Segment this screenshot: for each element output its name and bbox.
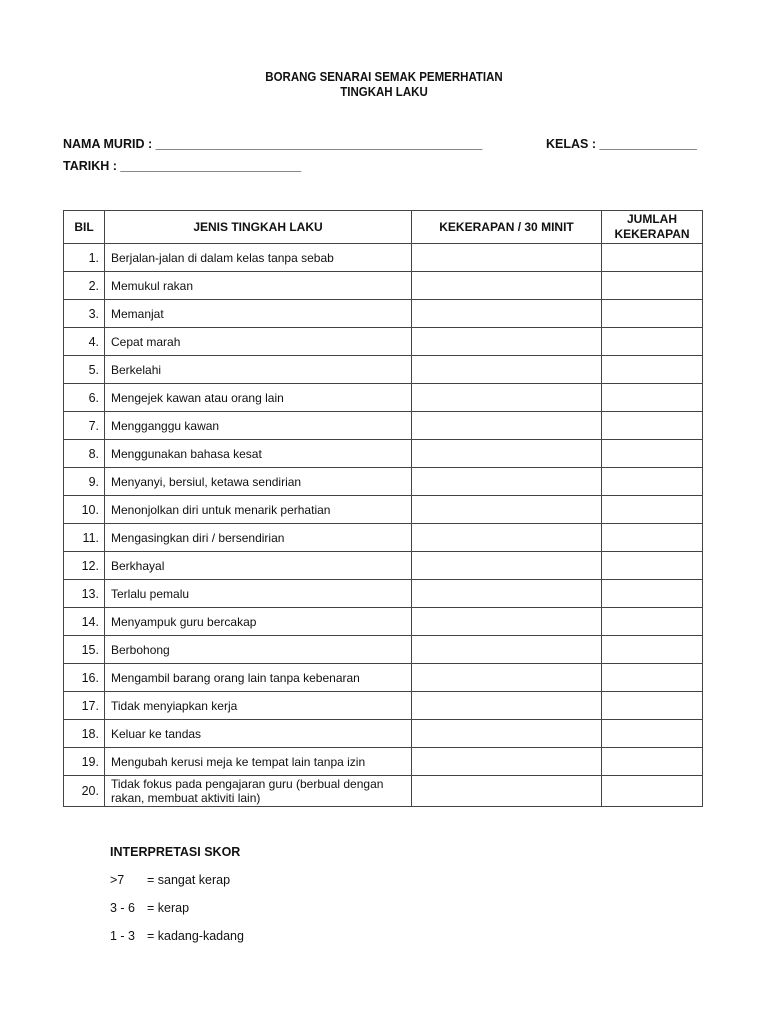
jumlah-kekerapan-cell[interactable] [602,300,703,328]
kekerapan-cell[interactable] [412,608,602,636]
jumlah-kekerapan-cell[interactable] [602,776,703,807]
behaviour-item: Keluar ke tandas [105,720,412,748]
header-jumlah-line1: JUMLAH [627,212,677,226]
jumlah-kekerapan-cell[interactable] [602,468,703,496]
jumlah-kekerapan-cell[interactable] [602,664,703,692]
nama-murid-field[interactable] [63,137,482,152]
score-meaning: = sangat kerap [147,873,231,887]
table-row [64,300,703,328]
row-number: 15. [64,636,105,664]
row-number: 6. [64,384,105,412]
row-number: 4. [64,328,105,356]
interpretation-row [110,901,244,929]
jumlah-kekerapan-cell[interactable] [602,748,703,776]
row-number: 20. [64,776,105,807]
nama-murid-blank[interactable]: _______________________________________________ [155,137,483,151]
header-jumlah-kekerapan [602,211,703,244]
behaviour-item: Menonjolkan diri untuk menarik perhatian [105,496,412,524]
row-number: 18. [64,720,105,748]
behaviour-item: Menyanyi, bersiul, ketawa sendirian [105,468,412,496]
jumlah-kekerapan-cell[interactable] [602,636,703,664]
interpretation-title: INTERPRETASI SKOR [110,845,241,859]
interpretation-row [110,873,244,901]
kekerapan-cell[interactable] [412,692,602,720]
behaviour-item: Mengejek kawan atau orang lain [105,384,412,412]
row-number: 12. [64,552,105,580]
jumlah-kekerapan-cell[interactable] [602,580,703,608]
jumlah-kekerapan-cell[interactable] [602,608,703,636]
kekerapan-cell[interactable] [412,328,602,356]
jumlah-kekerapan-cell[interactable] [602,384,703,412]
kekerapan-cell[interactable] [412,300,602,328]
table-row [64,580,703,608]
score-interpretation [110,845,244,957]
kekerapan-cell[interactable] [412,384,602,412]
row-number: 11. [64,524,105,552]
row-number: 19. [64,748,105,776]
kekerapan-cell[interactable] [412,468,602,496]
form-title-line-2: TINGKAH LAKU [340,85,428,99]
table-row [64,384,703,412]
table-row [64,356,703,384]
table-row [64,412,703,440]
table-row [64,524,703,552]
nama-murid-label: NAMA MURID : [63,137,153,151]
kekerapan-cell[interactable] [412,720,602,748]
kekerapan-cell[interactable] [412,412,602,440]
jumlah-kekerapan-cell[interactable] [602,244,703,272]
row-number: 5. [64,356,105,384]
score-range: 3 - 6 [110,901,136,915]
jumlah-kekerapan-cell[interactable] [602,552,703,580]
table-row [64,328,703,356]
table-row [64,692,703,720]
row-number: 7. [64,412,105,440]
row-number: 8. [64,440,105,468]
kekerapan-cell[interactable] [412,776,602,807]
behaviour-item: Berbohong [105,636,412,664]
row-number: 16. [64,664,105,692]
table-row [64,552,703,580]
header-kekerapan: KEKERAPAN / 30 MINIT [412,211,602,244]
table-header-row [64,211,703,244]
tarikh-field[interactable] [63,159,301,174]
behaviour-item: Tidak menyiapkan kerja [105,692,412,720]
score-meaning: = kerap [147,901,190,915]
table-row [64,748,703,776]
behaviour-item: Mengganggu kawan [105,412,412,440]
row-number: 14. [64,608,105,636]
table-row [64,272,703,300]
kelas-field[interactable] [546,137,697,152]
row-number: 1. [64,244,105,272]
form-title-line-1: BORANG SENARAI SEMAK PEMERHATIAN [265,70,503,84]
behaviour-item: Tidak fokus pada pengajaran guru (berbual dengan rakan, membuat aktiviti lain) [105,776,412,807]
kekerapan-cell[interactable] [412,272,602,300]
score-meaning: = kadang-kadang [147,929,244,943]
behaviour-item: Menyampuk guru bercakap [105,608,412,636]
table-row [64,244,703,272]
behaviour-checklist-table [63,210,703,807]
kekerapan-cell[interactable] [412,356,602,384]
jumlah-kekerapan-cell[interactable] [602,692,703,720]
kelas-label: KELAS : [546,137,596,151]
table-row [64,496,703,524]
behaviour-item: Terlalu pemalu [105,580,412,608]
behaviour-item: Memanjat [105,300,412,328]
jumlah-kekerapan-cell[interactable] [602,328,703,356]
kekerapan-cell[interactable] [412,748,602,776]
kekerapan-cell[interactable] [412,636,602,664]
behaviour-item: Mengubah kerusi meja ke tempat lain tanpa izin [105,748,412,776]
kekerapan-cell[interactable] [412,552,602,580]
jumlah-kekerapan-cell[interactable] [602,720,703,748]
score-range: >7 [110,873,125,887]
row-number: 9. [64,468,105,496]
score-range: 1 - 3 [110,929,136,943]
behaviour-item: Berjalan-jalan di dalam kelas tanpa sebab [105,244,412,272]
behaviour-item: Menggunakan bahasa kesat [105,440,412,468]
behaviour-item: Memukul rakan [105,272,412,300]
behaviour-item: Berkelahi [105,356,412,384]
jumlah-kekerapan-cell[interactable] [602,356,703,384]
kekerapan-cell[interactable] [412,664,602,692]
jumlah-kekerapan-cell[interactable] [602,440,703,468]
kelas-blank[interactable]: ______________ [599,137,697,151]
table-row [64,776,703,807]
table-row [64,664,703,692]
table-row [64,720,703,748]
kekerapan-cell[interactable] [412,580,602,608]
jumlah-kekerapan-cell[interactable] [602,272,703,300]
row-number: 13. [64,580,105,608]
interpretation-list [110,873,244,957]
jumlah-kekerapan-cell[interactable] [602,496,703,524]
kekerapan-cell[interactable] [412,244,602,272]
header-bil: BIL [64,211,105,244]
tarikh-blank[interactable]: __________________________ [120,159,302,173]
kekerapan-cell[interactable] [412,496,602,524]
behaviour-item: Mengambil barang orang lain tanpa kebenaran [105,664,412,692]
behaviour-item: Mengasingkan diri / bersendirian [105,524,412,552]
row-number: 2. [64,272,105,300]
jumlah-kekerapan-cell[interactable] [602,524,703,552]
table-row [64,468,703,496]
row-number: 3. [64,300,105,328]
header-jenis-tingkah-laku: JENIS TINGKAH LAKU [105,211,412,244]
table-row [64,636,703,664]
table-body [64,244,703,807]
interpretation-row [110,929,244,957]
kekerapan-cell[interactable] [412,524,602,552]
behaviour-item: Berkhayal [105,552,412,580]
row-number: 10. [64,496,105,524]
jumlah-kekerapan-cell[interactable] [602,412,703,440]
row-number: 17. [64,692,105,720]
tarikh-label: TARIKH : [63,159,117,173]
behaviour-item: Cepat marah [105,328,412,356]
table-row [64,440,703,468]
header-jumlah-line2: KEKERAPAN [614,227,690,241]
table-row [64,608,703,636]
kekerapan-cell[interactable] [412,440,602,468]
